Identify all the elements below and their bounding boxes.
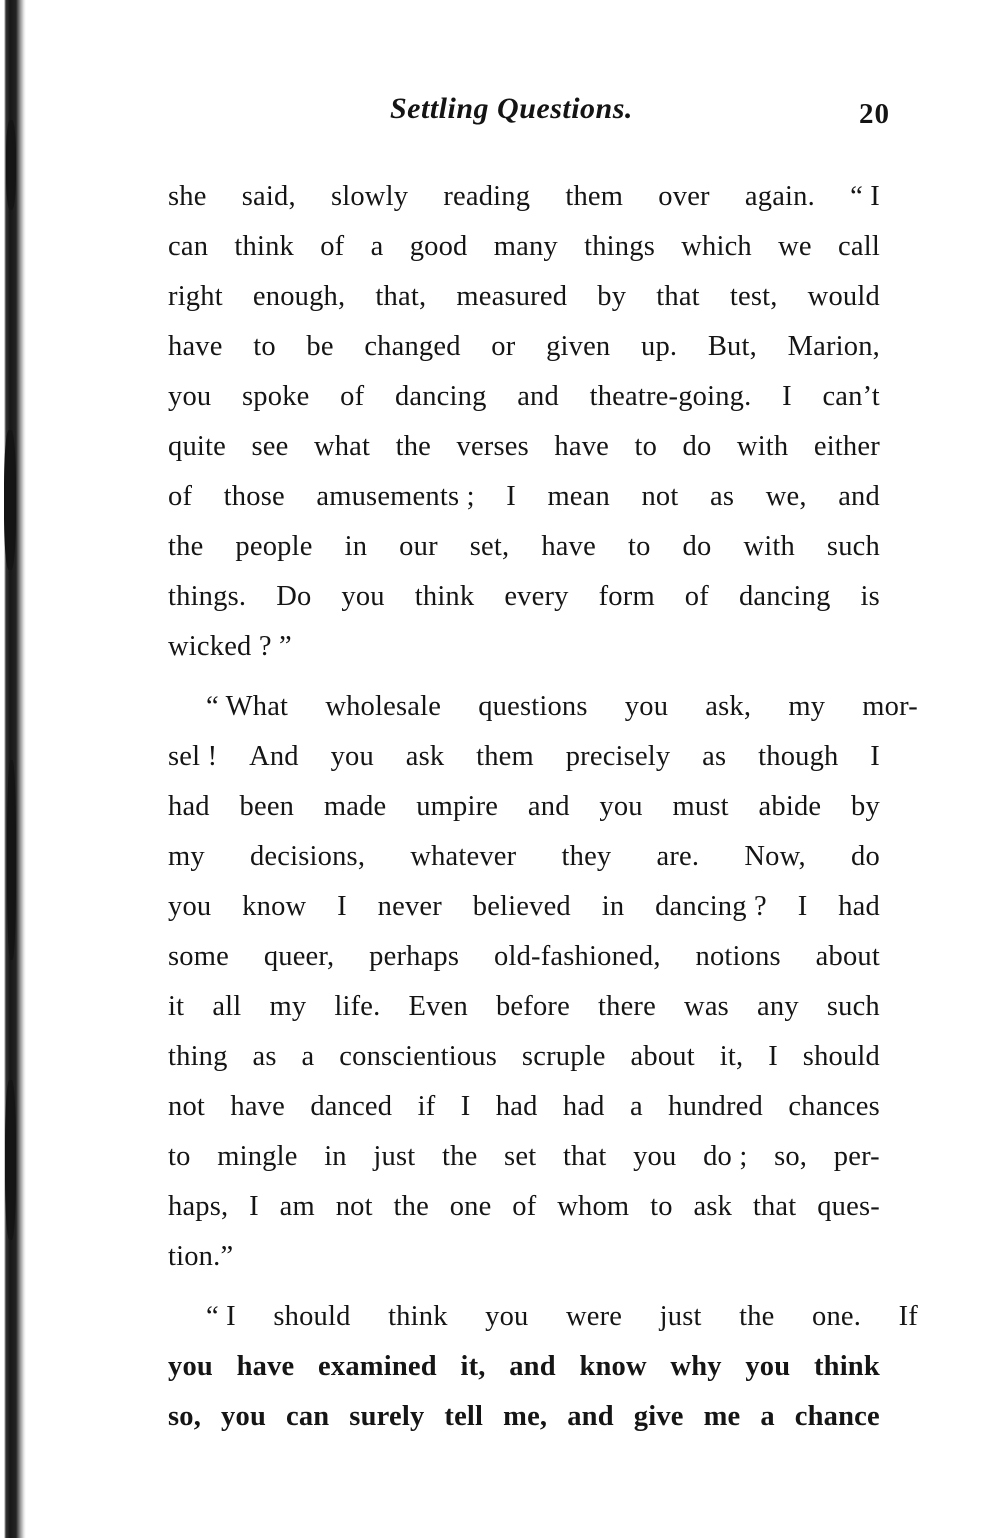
- word: Do: [276, 581, 312, 612]
- word: changed: [364, 331, 461, 362]
- word: it,: [719, 1041, 744, 1072]
- word: danced: [310, 1091, 393, 1122]
- word: given: [546, 331, 611, 362]
- word: there: [598, 991, 656, 1022]
- word: can: [168, 231, 209, 262]
- word: “ I: [206, 1301, 236, 1332]
- word: the: [395, 431, 432, 462]
- word: all: [212, 991, 242, 1022]
- word: so,: [168, 1401, 202, 1432]
- page-header: [150, 92, 890, 138]
- word: about: [815, 941, 880, 972]
- word: thing: [168, 1041, 228, 1072]
- text-line: [168, 322, 880, 372]
- word: it: [168, 991, 185, 1022]
- word: what: [313, 431, 371, 462]
- word: mean: [547, 481, 610, 512]
- word: do: [682, 531, 712, 562]
- word: questions: [478, 691, 588, 722]
- word: you: [624, 691, 669, 722]
- word: think: [414, 581, 475, 612]
- word: many: [493, 231, 558, 262]
- word: to: [634, 431, 658, 462]
- text-line: [168, 172, 880, 222]
- word: verses: [456, 431, 529, 462]
- word: that: [656, 281, 700, 312]
- word: old-fashioned,: [494, 941, 661, 972]
- word: in: [344, 531, 368, 562]
- word: we,: [765, 481, 807, 512]
- word: of: [168, 481, 193, 512]
- word: wholesale: [325, 691, 442, 722]
- word: would: [807, 281, 880, 312]
- word: over: [658, 181, 710, 212]
- word: said,: [241, 181, 296, 212]
- word: am: [279, 1191, 315, 1222]
- word: me,: [503, 1401, 548, 1432]
- word: I: [797, 891, 808, 922]
- word: notions: [695, 941, 781, 972]
- word: I: [782, 381, 792, 412]
- text-line: [168, 222, 880, 272]
- word: spoke: [242, 381, 310, 412]
- word: which: [681, 231, 752, 262]
- word: But,: [707, 331, 757, 362]
- text-line: [168, 832, 880, 882]
- word: And: [249, 741, 299, 772]
- word: not: [168, 1091, 206, 1122]
- word: set: [504, 1141, 537, 1172]
- word: umpire: [416, 791, 499, 822]
- word: such: [826, 531, 880, 562]
- word: have: [236, 1351, 295, 1382]
- text-line: tion.”: [168, 1241, 234, 1272]
- word: do: [851, 841, 880, 872]
- word: you: [745, 1351, 791, 1382]
- word: them: [476, 741, 534, 772]
- word: ask,: [705, 691, 752, 722]
- word: the: [442, 1141, 478, 1172]
- word: such: [826, 991, 880, 1022]
- word: ask: [405, 741, 445, 772]
- word: to: [627, 531, 651, 562]
- word: my: [269, 991, 307, 1022]
- word: you: [330, 741, 374, 772]
- word: every: [504, 581, 569, 612]
- word: tell: [444, 1401, 484, 1432]
- word: you: [168, 1351, 213, 1382]
- word: she: [168, 181, 207, 212]
- word: dancing ?: [655, 891, 767, 922]
- word: whom: [557, 1191, 630, 1222]
- word: enough,: [252, 281, 346, 312]
- word: Even: [408, 991, 468, 1022]
- word: so,: [774, 1141, 808, 1172]
- word: right: [168, 281, 223, 312]
- word: were: [565, 1301, 623, 1332]
- word: sel !: [168, 741, 218, 772]
- word: see: [251, 431, 289, 462]
- word: be: [306, 331, 334, 362]
- word: those: [223, 481, 285, 512]
- word: it,: [460, 1351, 486, 1382]
- word: not: [641, 481, 679, 512]
- word: I: [506, 481, 516, 512]
- word: you: [221, 1401, 266, 1432]
- word: made: [323, 791, 387, 822]
- word: me: [703, 1401, 741, 1432]
- word: either: [813, 431, 880, 462]
- word: as: [702, 741, 727, 772]
- word: decisions,: [249, 841, 366, 872]
- word: is: [860, 581, 880, 612]
- word: should: [273, 1301, 351, 1332]
- word: that,: [375, 281, 427, 312]
- text-line: [168, 682, 918, 732]
- word: I: [249, 1191, 259, 1222]
- word: one.: [812, 1301, 862, 1332]
- word: mingle: [217, 1141, 298, 1172]
- word: whatever: [410, 841, 517, 872]
- word: had: [562, 1091, 605, 1122]
- word: examined: [318, 1351, 437, 1382]
- word: I: [460, 1091, 471, 1122]
- text-line: [168, 572, 880, 622]
- word: some: [168, 941, 229, 972]
- word: we: [778, 231, 812, 262]
- word: just: [373, 1141, 416, 1172]
- text-line: [168, 1292, 918, 1342]
- word: again.: [744, 181, 815, 212]
- word: you: [633, 1141, 677, 1172]
- word: by: [597, 281, 627, 312]
- word: to: [253, 331, 276, 362]
- text-line: [168, 1182, 880, 1232]
- word: “ What: [206, 691, 289, 722]
- word: was: [684, 991, 729, 1022]
- word: life.: [334, 991, 381, 1022]
- word: give: [633, 1401, 684, 1432]
- word: with: [743, 531, 795, 562]
- word: precisely: [565, 741, 671, 772]
- word: chances: [788, 1091, 880, 1122]
- word: why: [670, 1351, 722, 1382]
- word: hundred: [668, 1091, 763, 1122]
- text-line: [168, 982, 880, 1032]
- word: theatre-going.: [589, 381, 752, 412]
- word: not: [335, 1191, 373, 1222]
- word: “ I: [850, 181, 880, 212]
- word: mor-: [862, 691, 918, 722]
- word: my: [788, 691, 826, 722]
- text-line: [168, 372, 880, 422]
- word: do: [682, 431, 712, 462]
- word: dancing: [394, 381, 487, 412]
- word: in: [601, 891, 625, 922]
- word: that: [562, 1141, 607, 1172]
- word: any: [757, 991, 799, 1022]
- word: a: [629, 1091, 643, 1122]
- word: must: [672, 791, 729, 822]
- text-line: [168, 272, 880, 322]
- word: abide: [758, 791, 822, 822]
- word: before: [495, 991, 570, 1022]
- word: had: [838, 891, 880, 922]
- text-line: [168, 732, 880, 782]
- word: and: [838, 481, 880, 512]
- text-line: [168, 1032, 880, 1082]
- word: believed: [472, 891, 571, 922]
- word: do ;: [703, 1141, 748, 1172]
- word: think: [813, 1351, 880, 1382]
- word: reading: [443, 181, 531, 212]
- word: have: [230, 1091, 285, 1122]
- word: should: [802, 1041, 880, 1072]
- word: and: [567, 1401, 614, 1432]
- word: Now,: [744, 841, 806, 872]
- word: though: [758, 741, 839, 772]
- word: scruple: [521, 1041, 606, 1072]
- word: one: [449, 1191, 492, 1222]
- word: queer,: [263, 941, 335, 972]
- word: you: [341, 581, 385, 612]
- word: that: [752, 1191, 797, 1222]
- word: with: [736, 431, 789, 462]
- word: have: [541, 531, 596, 562]
- word: the: [393, 1191, 429, 1222]
- word: and: [517, 381, 559, 412]
- word: of: [320, 231, 345, 262]
- word: the: [739, 1301, 775, 1332]
- word: you: [168, 891, 212, 922]
- word: things.: [168, 581, 247, 612]
- word: people: [235, 531, 313, 562]
- paragraph: [168, 1292, 918, 1442]
- word: our: [399, 531, 438, 562]
- page-number: 20: [859, 98, 890, 130]
- page-body-text: [168, 172, 918, 1444]
- text-line: [168, 522, 880, 572]
- word: perhaps: [369, 941, 460, 972]
- word: are.: [656, 841, 700, 872]
- word: a: [370, 231, 384, 262]
- word: you: [599, 791, 643, 822]
- word: I: [768, 1041, 778, 1072]
- word: the: [168, 531, 204, 562]
- word: know: [242, 891, 307, 922]
- word: ques-: [817, 1191, 880, 1222]
- word: have: [554, 431, 610, 462]
- word: by: [851, 791, 880, 822]
- text-line: [168, 1132, 880, 1182]
- word: a: [760, 1401, 775, 1432]
- word: chance: [794, 1401, 880, 1432]
- word: quite: [168, 431, 226, 462]
- word: had: [168, 791, 210, 822]
- word: as: [710, 481, 735, 512]
- word: good: [409, 231, 468, 262]
- word: If: [898, 1301, 918, 1332]
- word: of: [340, 381, 365, 412]
- word: dancing: [738, 581, 831, 612]
- word: per-: [833, 1141, 880, 1172]
- word: of: [684, 581, 709, 612]
- word: haps,: [168, 1191, 229, 1222]
- word: can’t: [822, 381, 880, 412]
- text-line: [168, 882, 880, 932]
- text-line: [168, 422, 880, 472]
- paragraph: [168, 682, 918, 1282]
- word: about: [630, 1041, 695, 1072]
- word: I: [870, 741, 880, 772]
- word: amusements ;: [316, 481, 475, 512]
- word: to: [168, 1141, 191, 1172]
- word: call: [838, 231, 880, 262]
- word: or: [491, 331, 516, 362]
- word: measured: [456, 281, 568, 312]
- word: as: [252, 1041, 277, 1072]
- word: you: [168, 381, 212, 412]
- text-line: [168, 1342, 880, 1392]
- word: I: [337, 891, 347, 922]
- word: slowly: [330, 181, 409, 212]
- word: can: [285, 1401, 330, 1432]
- word: things: [584, 231, 655, 262]
- text-line: wicked ? ”: [168, 631, 292, 662]
- running-title: Settling Questions.: [390, 92, 633, 125]
- paragraph: [168, 172, 880, 672]
- text-line: [168, 472, 880, 522]
- word: my: [168, 841, 205, 872]
- word: and: [527, 791, 570, 822]
- word: if: [417, 1091, 436, 1122]
- word: had: [495, 1091, 538, 1122]
- word: set,: [469, 531, 510, 562]
- word: have: [168, 331, 223, 362]
- word: and: [509, 1351, 556, 1382]
- word: to: [650, 1191, 673, 1222]
- word: been: [239, 791, 295, 822]
- word: they: [561, 841, 612, 872]
- word: surely: [349, 1401, 425, 1432]
- word: test,: [729, 281, 778, 312]
- word: know: [579, 1351, 647, 1382]
- word: in: [324, 1141, 347, 1172]
- word: Marion,: [787, 331, 880, 362]
- word: a: [301, 1041, 315, 1072]
- word: think: [234, 231, 294, 262]
- word: never: [377, 891, 442, 922]
- text-line: [168, 932, 880, 982]
- word: up.: [641, 331, 678, 362]
- text-line: [168, 1392, 880, 1442]
- word: just: [659, 1301, 702, 1332]
- text-line: [168, 782, 880, 832]
- word: ask: [693, 1191, 733, 1222]
- word: them: [565, 181, 624, 212]
- word: form: [598, 581, 655, 612]
- word: think: [388, 1301, 448, 1332]
- word: you: [485, 1301, 529, 1332]
- word: of: [512, 1191, 537, 1222]
- word: conscientious: [339, 1041, 498, 1072]
- text-line: [168, 1082, 880, 1132]
